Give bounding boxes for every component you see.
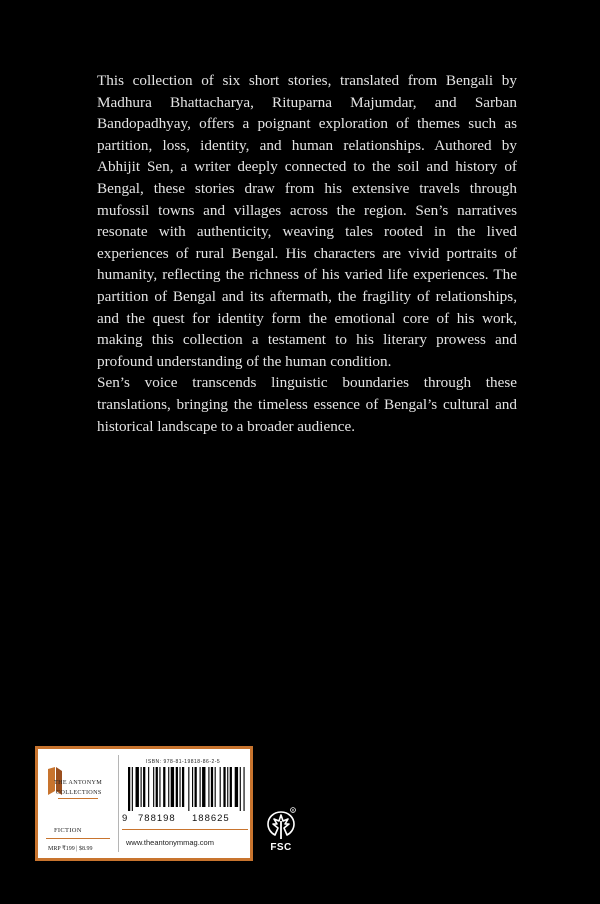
barcode-bar [132,767,133,811]
barcode-bar [179,767,180,807]
barcode-bar [128,767,130,811]
barcode-digit-lead: 9 [122,813,128,824]
barcode-bar [136,767,139,807]
publisher-logo [46,765,106,809]
barcode-digit-group-1: 788198 [138,813,176,824]
barcode-digit-group-2: 188625 [192,813,230,824]
barcode-bar [202,767,205,807]
svg-text:R: R [291,808,295,813]
genre-label: FICTION [54,827,82,834]
barcode-bar [230,767,232,807]
barcode-bar [176,767,178,807]
tree-checkmark-icon [262,806,302,842]
barcode-bar [192,767,193,807]
publisher-block [42,755,114,852]
barcode-bar [235,767,238,807]
barcode-bar [182,767,184,807]
barcode-bar [143,767,145,807]
back-cover-blurb [97,70,517,437]
blurb-paragraph-1: This collection of six short stories, translated from Bengali by Madhura Bhattacharya, Rituparna Majumdar, and Sarban Bandopadhyay, offers a poignant exploration of themes such as partition, loss, identity, and human relationships. Authored by Abhijit Sen, a writer deeply connected to the soil and history of Bengal, these stories draw from his extensive travels through mufossil towns and villages across the region. Sen’s narratives resonate with authenticity, weaving tales rooted in the lived experiences of rural Bengal. His characters are vivid portraits of humanity, reflecting the richness of his varied life experiences. The partition of Bengal and its aftermath, the fragility of relationships, and the quest for identity form the emotional core of his work, making this collection a testament to his literary prowess and profound understanding of the human condition. [97,72,517,370]
barcode-bar [159,767,160,807]
price-label: MRP ₹199 | $8.99 [48,846,93,852]
barcode-bar [141,767,142,807]
barcode-bar [195,767,197,807]
barcode-bar [156,767,158,807]
blurb-paragraph-2: Sen’s voice transcends linguistic boundaries through these translations, bringing the timeless essence of Bengal’s cultural and historical landscape to a broader audience. [97,374,517,435]
barcode-bar [148,767,149,807]
fsc-label: FSC [270,842,292,853]
barcode-bar [240,767,241,811]
genre-divider [46,838,110,839]
website-divider [122,829,248,830]
barcode-bar [243,767,244,811]
panel-divider [118,755,119,852]
barcode-bar [163,767,165,807]
barcode-bar [171,767,174,807]
barcode-bar [227,767,228,807]
publisher-website: www.theantonymmag.com [126,838,214,847]
barcode-image [128,767,246,811]
barcode-bar [153,767,154,807]
logo-underline [58,798,98,799]
fsc-certification [262,806,302,858]
barcode-bar [215,767,216,807]
barcode-bar [208,767,209,807]
barcode-bar [223,767,225,807]
logo-text-top: THE ANTONYM [54,779,103,786]
logo-text-bottom: COLLECTIONS [56,789,102,796]
barcode-bar [211,767,213,807]
barcode-panel [35,746,253,861]
barcode-bar [168,767,169,807]
barcode-bar [220,767,221,807]
barcode-bar [188,767,189,811]
barcode-bar [200,767,201,807]
isbn-text: ISBN: 978-81-19818-86-2-5 [146,759,221,765]
